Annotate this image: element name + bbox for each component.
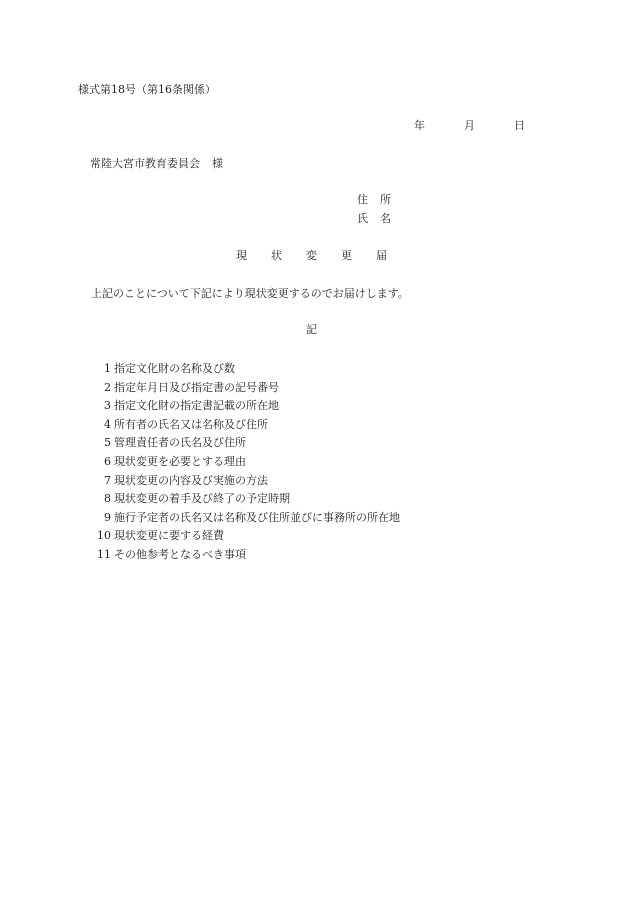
title-char: 変 bbox=[306, 249, 317, 262]
addressee-name: 常陸大宮市教育委員会 bbox=[90, 157, 200, 170]
item-text: 現状変更に要する経費 bbox=[114, 529, 224, 543]
item-text: その他参考となるべき事項 bbox=[114, 547, 246, 561]
item-text: 指定年月日及び指定書の記号番号 bbox=[114, 380, 279, 394]
item-number: 5 bbox=[104, 436, 111, 450]
item-text: 現状変更の着手及び終了の予定時期 bbox=[114, 492, 290, 506]
list-item bbox=[85, 379, 400, 398]
list-item bbox=[85, 434, 400, 453]
item-number: 9 bbox=[104, 510, 111, 524]
list-item bbox=[85, 546, 400, 565]
title-char: 状 bbox=[271, 249, 282, 262]
title-char: 現 bbox=[236, 249, 247, 262]
item-number: 8 bbox=[104, 492, 111, 506]
list-item bbox=[85, 360, 400, 379]
list-item bbox=[85, 490, 400, 509]
item-number: 10 bbox=[97, 529, 111, 543]
item-number: 11 bbox=[97, 547, 111, 561]
body-text: 上記のことについて下記により現状変更するのでお届けします。 bbox=[91, 287, 409, 300]
item-number: 1 bbox=[104, 362, 111, 375]
name-label: 氏名 bbox=[357, 212, 403, 225]
item-number: 3 bbox=[104, 399, 111, 413]
form-number: 様式第18号（第16条関係） bbox=[78, 83, 216, 96]
item-list bbox=[85, 360, 400, 565]
title-char: 届 bbox=[376, 249, 387, 262]
item-text: 所有者の氏名又は名称及び住所 bbox=[114, 417, 268, 431]
item-number: 2 bbox=[104, 380, 111, 394]
item-text: 現状変更の内容及び実施の方法 bbox=[114, 473, 268, 487]
date-day-label: 日 bbox=[514, 119, 525, 132]
document-title bbox=[236, 249, 387, 263]
date-month-label: 月 bbox=[464, 119, 475, 132]
addressee-honorific: 様 bbox=[212, 157, 223, 170]
title-char: 更 bbox=[341, 249, 352, 262]
addressee bbox=[90, 157, 223, 171]
item-number: 7 bbox=[104, 473, 111, 487]
list-item bbox=[85, 416, 400, 435]
date-line bbox=[414, 119, 525, 133]
item-text: 現状変更を必要とする理由 bbox=[114, 454, 246, 468]
item-number: 6 bbox=[104, 454, 111, 468]
item-text: 管理責任者の氏名及び住所 bbox=[114, 436, 246, 450]
ki-heading: 記 bbox=[306, 323, 317, 336]
address-label: 住所 bbox=[357, 193, 403, 206]
list-item bbox=[85, 509, 400, 528]
item-text: 指定文化財の指定書記載の所在地 bbox=[114, 399, 279, 413]
date-year-label: 年 bbox=[414, 119, 425, 132]
list-item bbox=[85, 527, 400, 546]
item-text: 施行予定者の氏名又は名称及び住所並びに事務所の所在地 bbox=[114, 510, 400, 524]
item-number: 4 bbox=[104, 417, 111, 431]
list-item bbox=[85, 397, 400, 416]
item-text: 指定文化財の名称及び数 bbox=[114, 362, 235, 375]
list-item bbox=[85, 453, 400, 472]
list-item bbox=[85, 472, 400, 491]
